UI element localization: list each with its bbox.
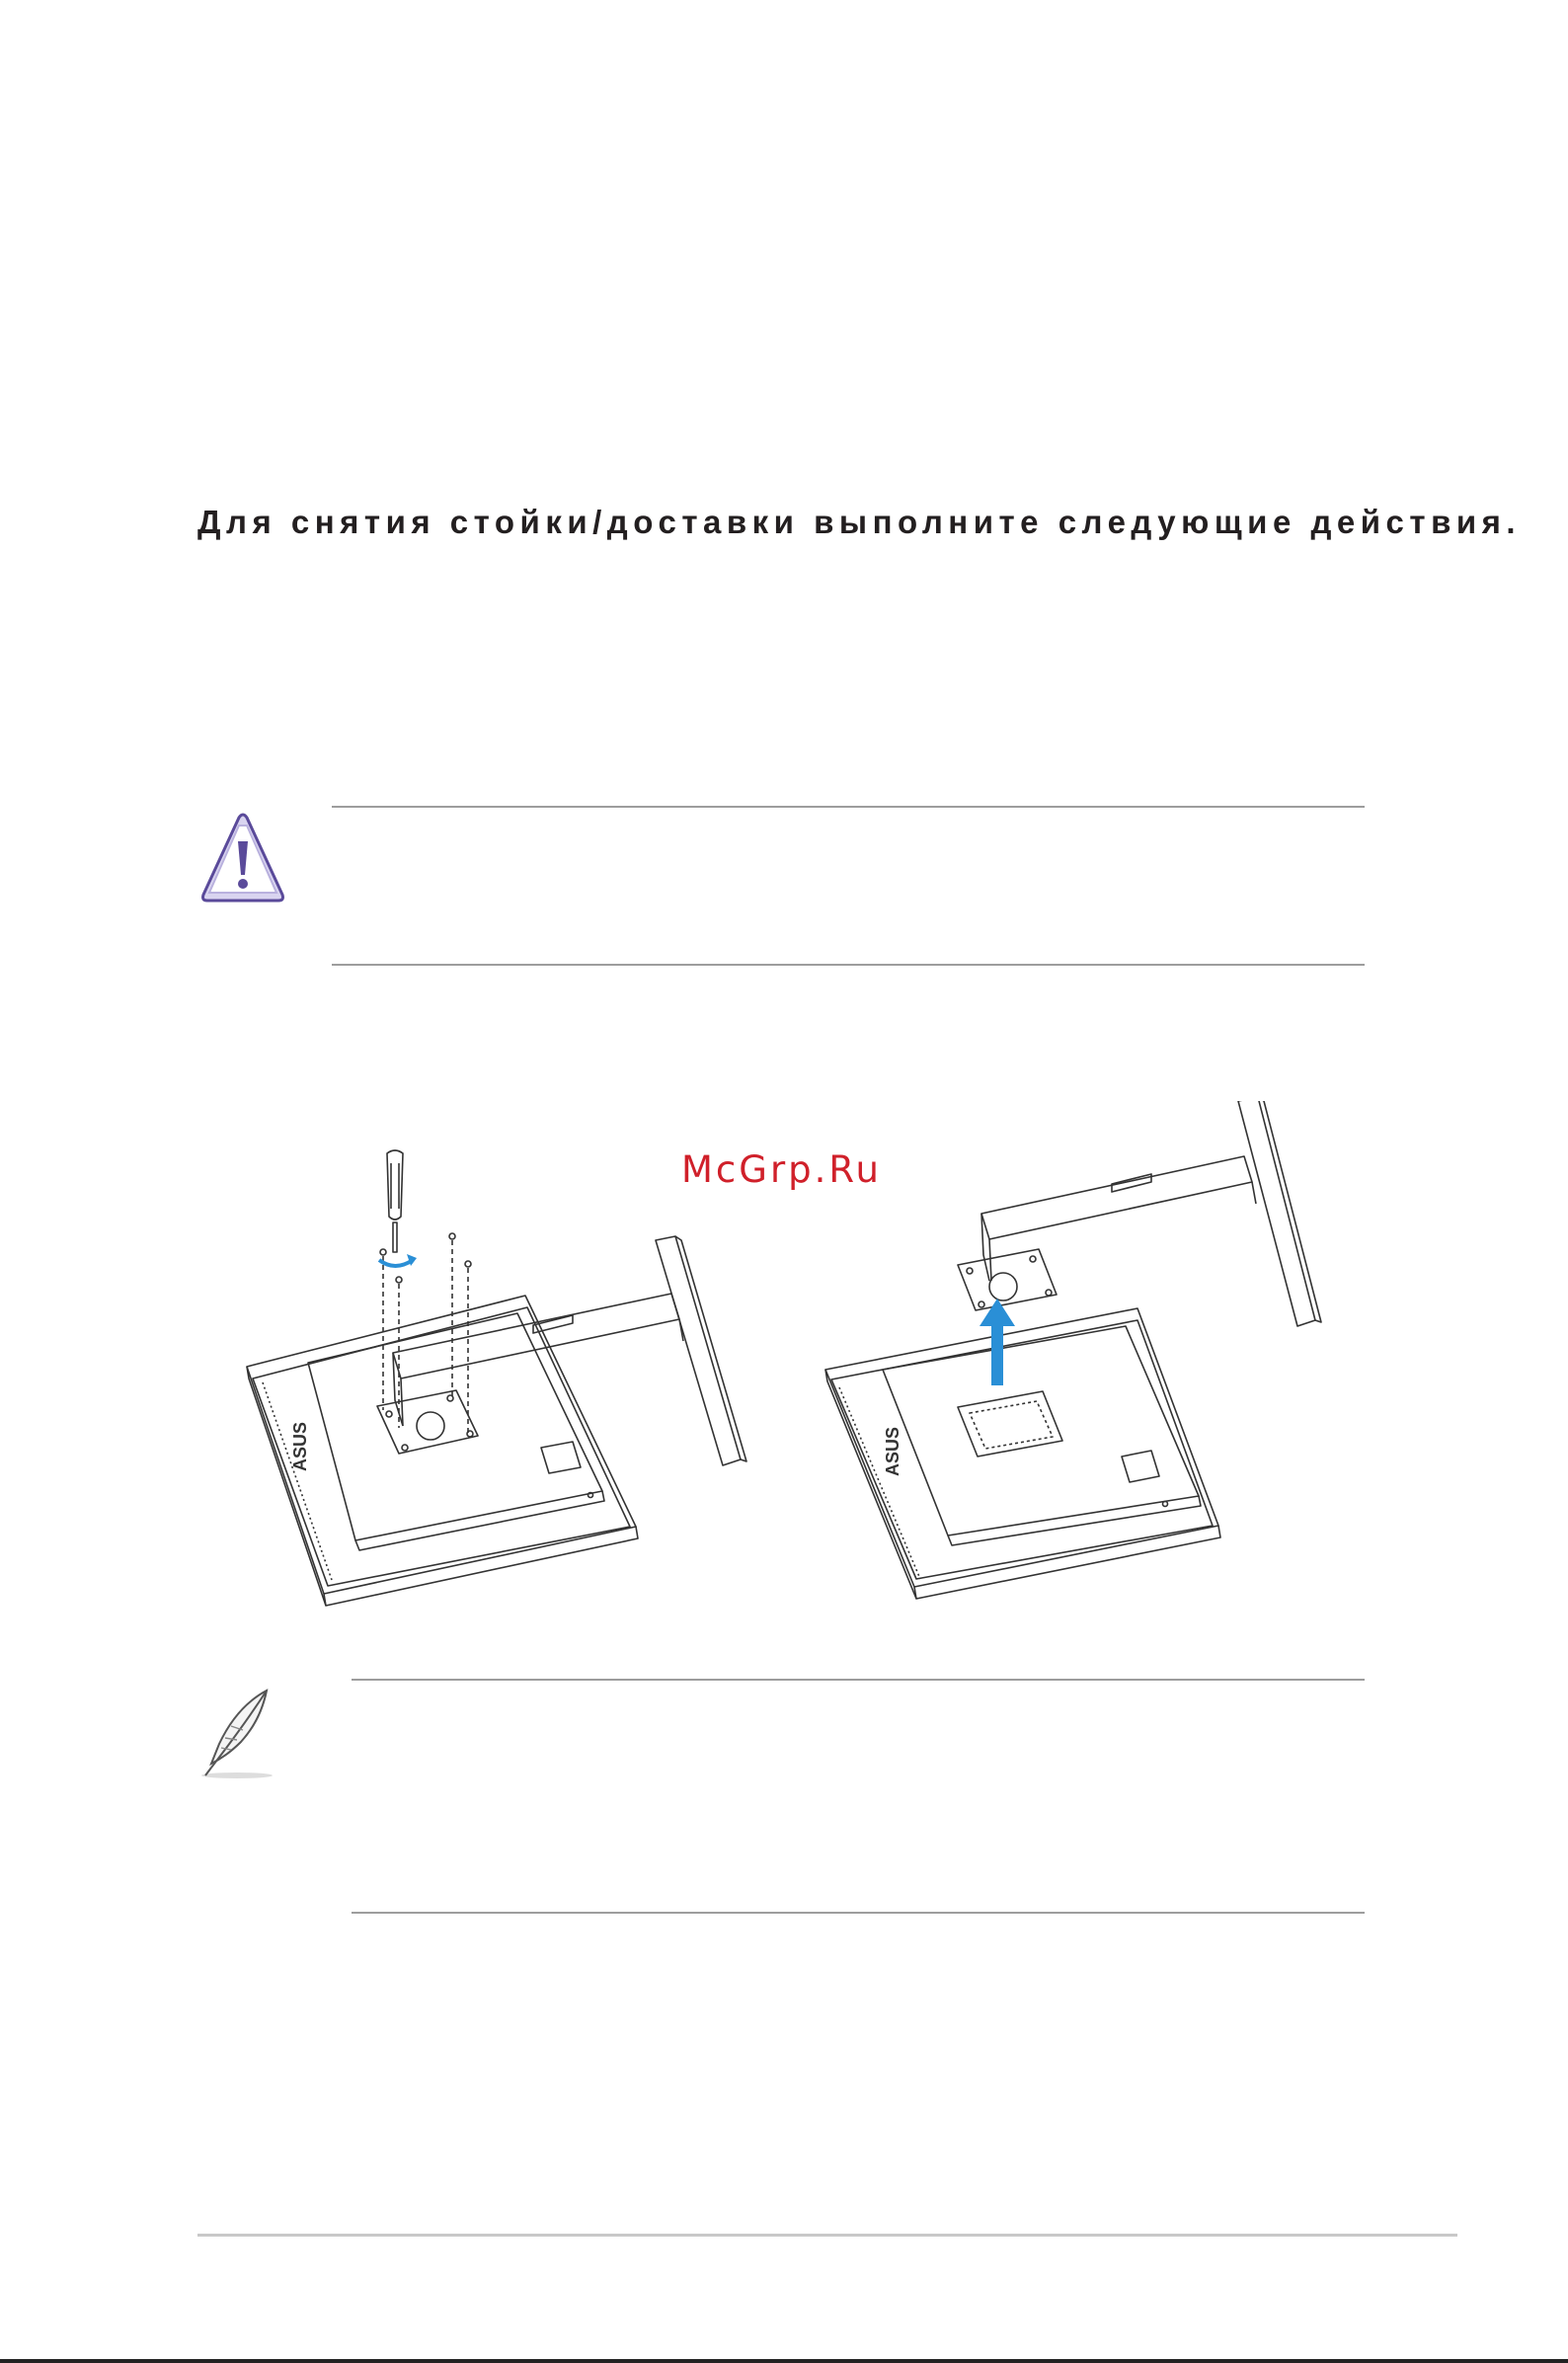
footer-rule [197, 2234, 1457, 2237]
removing-screws-illustration [237, 1145, 750, 1610]
page-bottom-edge [0, 2359, 1568, 2363]
section-heading: Для снятия стойки/доставки выполните следующие действия. [197, 504, 1522, 540]
note-bottom-rule [352, 1912, 1365, 1914]
right-figure-logo: ASUS [883, 1426, 902, 1476]
left-figure-logo: ASUS [290, 1421, 310, 1471]
note-top-rule [352, 1679, 1365, 1681]
warning-bottom-rule [332, 964, 1365, 966]
warning-triangle-icon [196, 810, 290, 905]
warning-top-rule [332, 806, 1365, 808]
note-feather-icon [197, 1687, 280, 1781]
lifting-stand-illustration [820, 1101, 1333, 1619]
watermark-text: McGrp.Ru [681, 1148, 882, 1191]
